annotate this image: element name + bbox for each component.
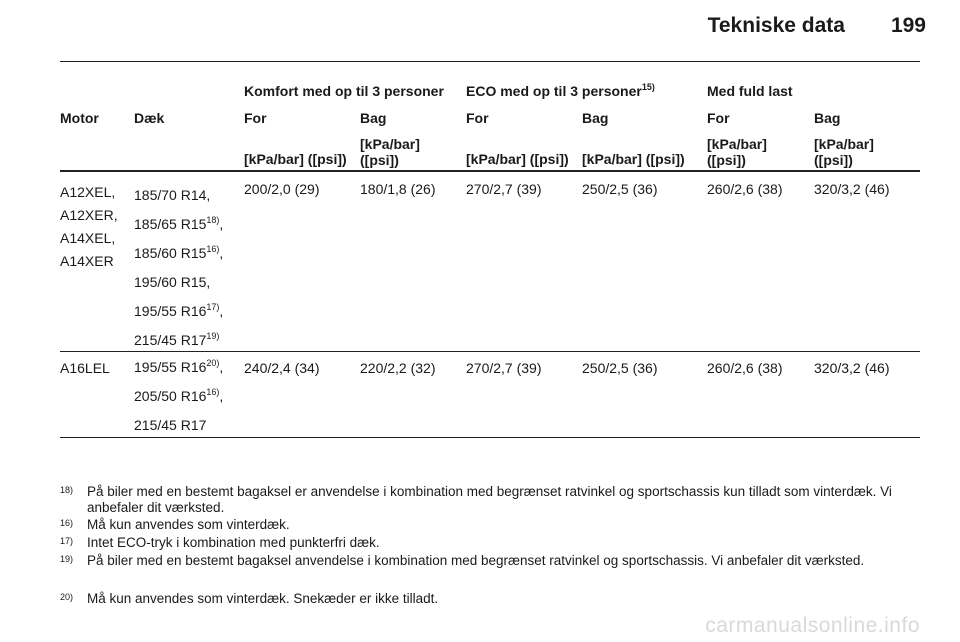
footnote-text: På biler med en bestemt bagaksel er anvendelse i kombination med begrænset ratvinkel og sportschassis kun tilladt som vinterdæk. Vi anbefaler dit værksted. bbox=[87, 484, 892, 515]
unit-header-line: ([psi]) bbox=[814, 152, 853, 168]
group-header-eco-label: ECO med op til 3 personer bbox=[466, 83, 642, 99]
footnote-ref: 20) bbox=[206, 358, 220, 368]
footnote bbox=[60, 535, 920, 551]
group-header-komfort: Komfort med op til 3 personer bbox=[244, 83, 444, 99]
footnote bbox=[60, 591, 920, 607]
col-header-rear: Bag bbox=[360, 110, 387, 126]
tyre-size-value: 215/45 R17 bbox=[134, 417, 207, 433]
tyre-size bbox=[134, 268, 223, 297]
group-header-full-load: Med fuld last bbox=[707, 83, 793, 99]
col-header-rear: Bag bbox=[814, 110, 841, 126]
pressure-value: 180/1,8 (26) bbox=[360, 181, 436, 197]
footnote-text: Må kun anvendes som vinterdæk. Snekæder er ikke tilladt. bbox=[87, 591, 439, 606]
unit-header: [kPa/bar] ([psi]) bbox=[582, 151, 685, 167]
footnote-ref: 18) bbox=[206, 215, 220, 225]
pressure-value: 220/2,2 (32) bbox=[360, 360, 436, 376]
pressure-value: 270/2,7 (39) bbox=[466, 360, 542, 376]
col-header-rear: Bag bbox=[582, 110, 609, 126]
pressure-value: 250/2,5 (36) bbox=[582, 181, 658, 197]
unit-header bbox=[707, 136, 767, 168]
footnote-ref: 15) bbox=[641, 82, 655, 92]
col-header-front: For bbox=[466, 110, 489, 126]
pressure-value: 250/2,5 (36) bbox=[582, 360, 658, 376]
footnote-ref: 16) bbox=[206, 387, 220, 397]
page-number: 199 bbox=[890, 14, 926, 37]
unit-header-line: ([psi]) bbox=[360, 152, 399, 168]
footnote-text: Må kun anvendes som vinterdæk. bbox=[87, 517, 290, 532]
pressure-value: 320/3,2 (46) bbox=[814, 360, 890, 376]
tyre-size bbox=[134, 411, 223, 440]
pressure-value: 240/2,4 (34) bbox=[244, 360, 320, 376]
tyre-size bbox=[134, 239, 223, 268]
unit-header-line: ([psi]) bbox=[707, 152, 746, 168]
table-bottom-rule bbox=[60, 437, 920, 438]
unit-header: [kPa/bar] ([psi]) bbox=[244, 151, 347, 167]
motor-cell bbox=[60, 181, 118, 273]
tyre-separator: , bbox=[219, 216, 224, 232]
footnote-number: 18) bbox=[60, 485, 74, 495]
footnote-number: 20) bbox=[60, 592, 74, 602]
motor-name: A14XER bbox=[60, 253, 114, 269]
motor-name: A12XEL, bbox=[60, 184, 116, 200]
footnote bbox=[60, 517, 920, 533]
tyre-size-value: 195/55 R16 bbox=[134, 303, 207, 319]
unit-header-line: [kPa/bar] bbox=[814, 136, 874, 152]
page-header bbox=[708, 14, 926, 38]
page-title: Tekniske data bbox=[707, 14, 845, 37]
tyre-size-value: 205/50 R16 bbox=[134, 388, 207, 404]
tyre-size-value: 195/55 R16 bbox=[134, 359, 207, 375]
tyre-size bbox=[134, 181, 223, 210]
tyre-separator: , bbox=[219, 388, 224, 404]
footnote-number: 19) bbox=[60, 554, 74, 564]
tyre-size-value: 185/65 R15 bbox=[134, 216, 207, 232]
motor-name: A16LEL bbox=[60, 360, 110, 376]
tyre-separator: , bbox=[219, 359, 224, 375]
motor-name: A12XER, bbox=[60, 207, 118, 223]
pressure-value: 260/2,6 (38) bbox=[707, 360, 783, 376]
row-divider bbox=[60, 351, 920, 352]
motor-cell bbox=[60, 360, 110, 376]
footnote-number: 16) bbox=[60, 518, 74, 528]
tyre-size bbox=[134, 297, 223, 326]
footnote-text: Intet ECO-tryk i kombination med punkterfri dæk. bbox=[87, 535, 380, 550]
group-header-eco bbox=[466, 83, 655, 99]
footnote-text: På biler med en bestemt bagaksel anvendelse i kombination med begrænset ratvinkel og sportschassis. Vi anbefaler dit værksted. bbox=[87, 553, 865, 568]
pressure-value: 260/2,6 (38) bbox=[707, 181, 783, 197]
footnote bbox=[60, 553, 920, 569]
table-header-rule bbox=[60, 170, 920, 172]
tyre-size bbox=[134, 353, 223, 382]
tyre-size-value: 195/60 R15, bbox=[134, 274, 211, 290]
col-header-front: For bbox=[707, 110, 730, 126]
footnote-ref: 17) bbox=[206, 302, 220, 312]
tyre-separator: , bbox=[219, 245, 224, 261]
tyre-cell bbox=[134, 181, 223, 355]
unit-header bbox=[360, 136, 420, 168]
tyre-cell bbox=[134, 353, 223, 440]
col-header-tyre: Dæk bbox=[134, 110, 165, 126]
pressure-value: 320/3,2 (46) bbox=[814, 181, 890, 197]
footnote bbox=[60, 484, 920, 515]
col-header-front: For bbox=[244, 110, 267, 126]
header-rule bbox=[60, 61, 920, 62]
unit-header-line: [kPa/bar] bbox=[707, 136, 767, 152]
motor-name: A14XEL, bbox=[60, 230, 116, 246]
tyre-size bbox=[134, 382, 223, 411]
tyre-size-value: 185/60 R15 bbox=[134, 245, 207, 261]
col-header-motor: Motor bbox=[60, 110, 99, 126]
unit-header: [kPa/bar] ([psi]) bbox=[466, 151, 569, 167]
pressure-value: 200/2,0 (29) bbox=[244, 181, 320, 197]
tyre-separator: , bbox=[219, 303, 224, 319]
unit-header-line: [kPa/bar] bbox=[360, 136, 420, 152]
watermark: carmanualsonline.info bbox=[705, 614, 920, 637]
unit-header bbox=[814, 136, 874, 168]
tyre-size-value: 215/45 R17 bbox=[134, 332, 207, 348]
footnote-ref: 19) bbox=[206, 331, 220, 341]
tyre-size bbox=[134, 210, 223, 239]
footnote-ref: 16) bbox=[206, 244, 220, 254]
pressure-value: 270/2,7 (39) bbox=[466, 181, 542, 197]
tyre-size-value: 185/70 R14, bbox=[134, 187, 211, 203]
footnote-number: 17) bbox=[60, 536, 74, 546]
